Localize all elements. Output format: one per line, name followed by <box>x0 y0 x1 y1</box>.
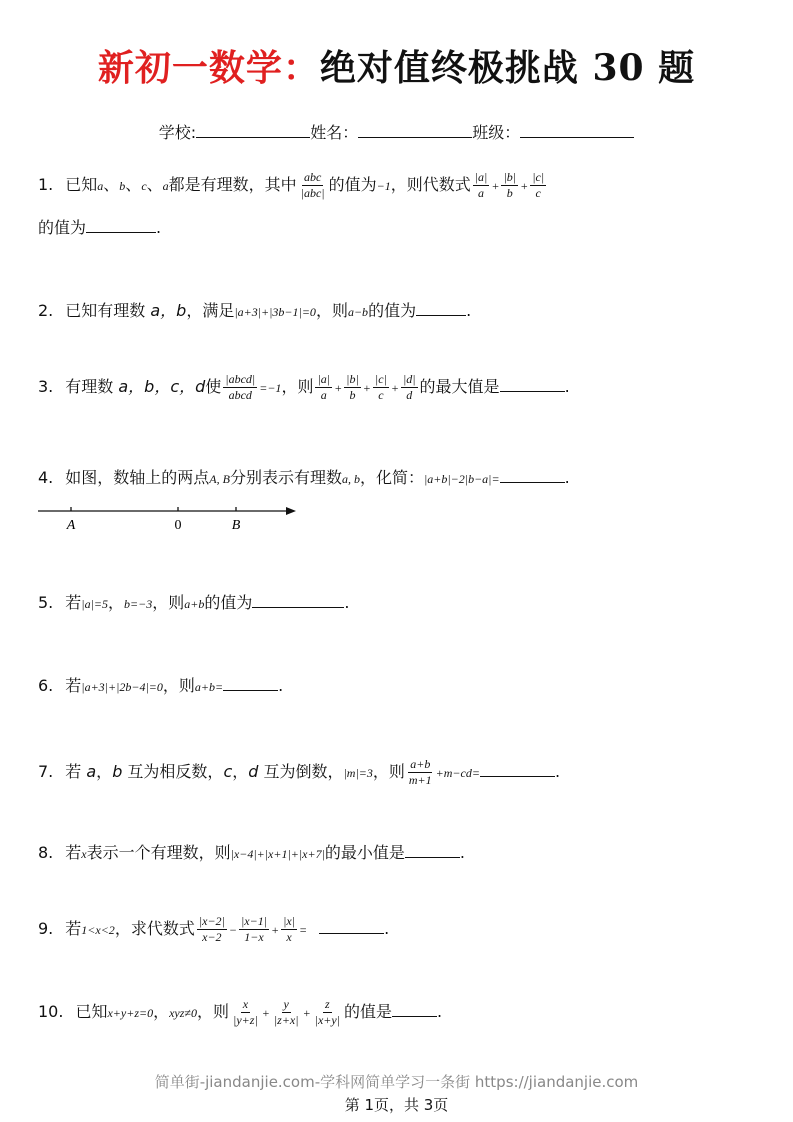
fraction <box>315 372 332 403</box>
q-text: . <box>466 301 472 320</box>
answer-blank[interactable] <box>480 762 555 777</box>
denominator: abcd <box>228 388 252 402</box>
q-text: . <box>278 676 284 695</box>
number-line-arrow <box>286 507 296 515</box>
math-var: a <box>97 179 104 193</box>
denominator: x−2 <box>202 930 222 944</box>
math-var: b <box>119 179 126 193</box>
answer-blank[interactable] <box>392 1002 437 1017</box>
page-number: 第 1页，共 3页 <box>344 1096 449 1114</box>
denominator: b <box>349 388 356 402</box>
q-text: 若 <box>65 843 82 862</box>
question-5 <box>38 590 349 613</box>
answer-blank[interactable] <box>500 468 565 483</box>
q-text: 互为相反数， <box>122 762 224 781</box>
math-var: c <box>141 179 147 193</box>
q-text: ，满足 <box>186 301 235 320</box>
question-1-line-2 <box>38 215 161 238</box>
math-expr: A, B <box>209 472 230 486</box>
math-op: + <box>390 381 399 395</box>
denominator: c <box>535 186 541 200</box>
denominator: x <box>286 930 292 944</box>
fraction <box>313 997 342 1028</box>
q-text: 的值是 <box>344 1002 393 1021</box>
fraction <box>197 914 227 945</box>
q-text: ，则 <box>152 593 185 612</box>
point-a-label: A <box>66 518 76 533</box>
math-expr: |a|=5 <box>81 597 108 611</box>
q-text: 的值为 <box>38 218 87 237</box>
math-op: = <box>299 923 308 937</box>
q-text: ，则 <box>315 301 348 320</box>
fraction <box>473 170 490 201</box>
math-expr: b=−3 <box>124 597 153 611</box>
q-text: 的值为 <box>204 593 253 612</box>
denominator: b <box>506 186 513 200</box>
numerator: |d| <box>402 372 416 386</box>
math-expr: a, b <box>341 472 360 486</box>
math-expr: =−1 <box>259 381 282 395</box>
title-black-part: 绝对值终极挑战 30 题 <box>319 47 696 89</box>
math-expr: |m|=3 <box>343 766 373 780</box>
q-var: b <box>112 762 123 781</box>
q-text: ，则 <box>372 762 405 781</box>
question-number: 3. <box>38 377 54 396</box>
question-number: 6. <box>38 676 54 695</box>
denominator: |abc| <box>300 186 325 200</box>
q-text: 的最小值是 <box>324 843 405 862</box>
q-var: c <box>223 762 233 781</box>
question-6 <box>38 673 283 696</box>
math-expr: |a+b|−2|b−a|= <box>423 472 500 486</box>
school-field[interactable] <box>196 123 310 138</box>
question-number: 9. <box>38 919 54 938</box>
math-expr: xyz≠0 <box>169 1006 198 1020</box>
fraction <box>401 372 418 403</box>
q-text: . <box>437 1002 443 1021</box>
q-text: 已知 <box>65 175 98 194</box>
q-text: . <box>384 919 390 938</box>
numerator: |abcd| <box>225 372 256 386</box>
question-8 <box>38 840 465 863</box>
q-text: ， <box>107 593 124 612</box>
fraction <box>231 997 260 1028</box>
math-op: + <box>491 179 500 193</box>
math-expr: a+b <box>184 597 205 611</box>
fraction <box>223 372 257 403</box>
q-var: a <box>86 762 97 781</box>
denominator: m+1 <box>408 773 432 787</box>
question-4 <box>38 465 570 488</box>
denominator: d <box>406 388 413 402</box>
q-text: ， <box>96 762 113 781</box>
origin-label: 0 <box>174 518 182 533</box>
q-text: 若 <box>65 676 82 695</box>
denominator: |z+x| <box>273 1013 299 1027</box>
denominator: |x+y| <box>314 1013 341 1027</box>
fraction <box>299 170 327 201</box>
math-op: + <box>334 381 343 395</box>
question-number: 7. <box>38 762 54 781</box>
denominator: a <box>478 186 485 200</box>
question-number: 8. <box>38 843 54 862</box>
q-text: 有理数 <box>65 377 119 396</box>
numerator: |x−1| <box>240 914 267 928</box>
fraction <box>373 372 389 403</box>
q-text: ，则 <box>162 676 195 695</box>
class-field[interactable] <box>520 123 634 138</box>
q-text: 、 <box>146 175 163 194</box>
q-text: ，则代数式 <box>390 175 471 194</box>
question-7 <box>38 757 560 788</box>
name-field[interactable] <box>358 123 472 138</box>
page-title <box>0 40 793 91</box>
q-text: 的值为 <box>368 301 417 320</box>
math-op: + <box>362 381 371 395</box>
question-number: 10. <box>38 1002 64 1021</box>
q-vars: a，b，c，d <box>118 377 206 396</box>
answer-blank[interactable] <box>416 301 466 316</box>
q-text: 都是有理数，其中 <box>168 175 297 194</box>
q-text: . <box>459 843 465 862</box>
q-text: ，则 <box>281 377 314 396</box>
denominator: |y+z| <box>233 1013 258 1027</box>
math-expr: +m−cd= <box>435 766 480 780</box>
q-text: 的值为 <box>328 175 377 194</box>
name-label: 姓名： <box>310 123 359 142</box>
q-text: 使 <box>205 377 222 396</box>
math-op: − <box>228 923 237 937</box>
numerator: |x−2| <box>198 914 225 928</box>
q-var: d <box>248 762 259 781</box>
q-text: 若 <box>65 593 82 612</box>
question-number: 5. <box>38 593 54 612</box>
numerator: |a| <box>474 170 488 184</box>
number-line-figure <box>38 502 308 542</box>
q-text: . <box>564 377 570 396</box>
fraction <box>239 914 269 945</box>
denominator: 1−x <box>244 930 264 944</box>
q-text: 若 <box>65 762 87 781</box>
fraction <box>281 914 297 945</box>
math-var: x <box>81 847 87 861</box>
math-expr: |x−4|+|x+1|+|x+7| <box>230 847 325 861</box>
title-red-part: 新初一数学： <box>97 47 320 89</box>
q-text: 分别表示有理数 <box>229 468 342 487</box>
question-1 <box>38 170 548 201</box>
fraction <box>530 170 546 201</box>
q-text: 互为倒数， <box>258 762 344 781</box>
math-expr: a−b <box>347 305 369 319</box>
math-var: a <box>162 179 169 193</box>
fraction <box>501 170 518 201</box>
math-op: + <box>520 179 529 193</box>
answer-blank[interactable] <box>405 843 460 858</box>
math-expr: x+y+z=0 <box>107 1006 154 1020</box>
numerator: abc <box>303 170 322 184</box>
numerator: a+b <box>410 757 431 771</box>
math-op: + <box>302 1006 311 1020</box>
q-text: 已知 <box>75 1002 108 1021</box>
answer-blank[interactable] <box>223 676 278 691</box>
q-text: 已知有理数 <box>65 301 151 320</box>
q-text: . <box>554 762 561 781</box>
student-info-line <box>0 120 793 143</box>
question-9 <box>38 914 389 945</box>
q-vars: a，b <box>150 301 187 320</box>
fraction <box>344 372 361 403</box>
question-3 <box>38 372 570 403</box>
answer-blank[interactable] <box>252 593 344 608</box>
numerator: |x| <box>283 914 296 928</box>
q-text: . <box>344 593 350 612</box>
class-label: 班级： <box>472 123 521 142</box>
point-b-label: B <box>231 518 241 533</box>
q-text: ，求代数式 <box>114 919 195 938</box>
denominator: a <box>320 388 327 402</box>
numerator: |c| <box>532 170 545 184</box>
math-op: + <box>271 923 280 937</box>
answer-blank[interactable] <box>500 377 565 392</box>
denominator: c <box>378 388 384 402</box>
school-label: 学校: <box>158 123 197 142</box>
numerator: z <box>325 997 330 1011</box>
q-text: . <box>564 468 570 487</box>
q-text: 的最大值是 <box>419 377 500 396</box>
math-expr: |a+3|+|3b−1|=0 <box>234 305 316 319</box>
q-text: 若 <box>65 919 82 938</box>
math-op: + <box>261 1006 270 1020</box>
question-10 <box>38 997 442 1028</box>
q-text: ，则 <box>197 1002 230 1021</box>
numerator: y <box>283 997 289 1011</box>
q-text: 、 <box>125 175 142 194</box>
q-text: . <box>156 218 162 237</box>
q-text: ， <box>153 1002 170 1021</box>
q-text: 如图，数轴上的两点 <box>65 468 210 487</box>
answer-blank[interactable] <box>319 919 384 934</box>
q-text: 表示一个有理数，则 <box>86 843 231 862</box>
numerator: x <box>242 997 249 1011</box>
fraction <box>272 997 301 1028</box>
numerator: |a| <box>317 372 331 386</box>
math-expr: −1 <box>376 179 391 193</box>
q-text: ， <box>232 762 249 781</box>
footer-link[interactable]: 简单街-jiandanjie.com-学科网简单学习一条街 https://jiandanjie.com <box>154 1073 639 1091</box>
numerator: |c| <box>374 372 387 386</box>
numerator: |b| <box>503 170 517 184</box>
question-number: 2. <box>38 301 54 320</box>
math-expr: 1<x<2 <box>81 923 115 937</box>
question-2 <box>38 298 471 321</box>
q-text: 、 <box>103 175 120 194</box>
fraction <box>407 757 434 788</box>
question-number: 4. <box>38 468 54 487</box>
q-text: ，化简： <box>359 468 424 487</box>
answer-blank[interactable] <box>86 218 156 233</box>
math-expr: a+b= <box>194 680 224 694</box>
question-number: 1. <box>38 175 54 194</box>
math-expr: |a+3|+|2b−4|=0 <box>81 680 163 694</box>
numerator: |b| <box>346 372 359 386</box>
